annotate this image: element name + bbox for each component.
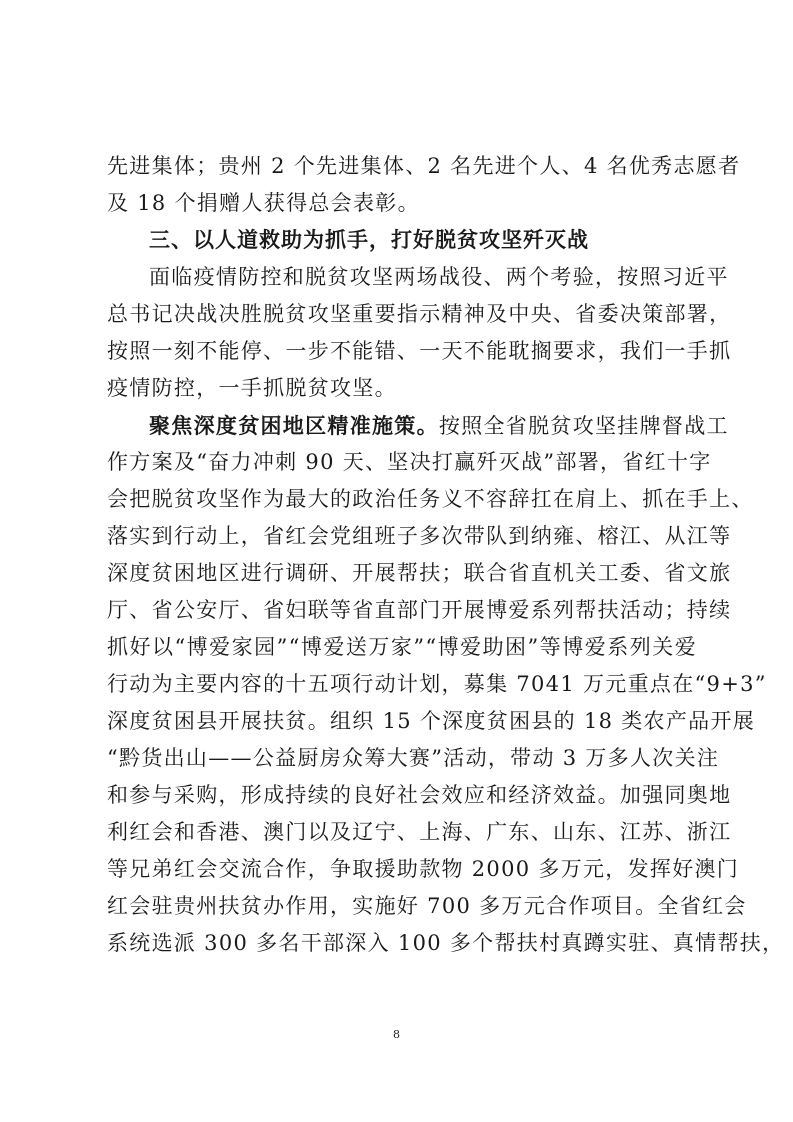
text-line: 等兄弟红会交流合作，争取援助款物 2000 多万元，发挥好澳门	[107, 857, 740, 881]
text-line: 行动为主要内容的十五项行动计划，募集 7041 万元重点在“9+3”	[107, 672, 767, 696]
section-heading: 三、以人道救助为抓手，打好脱贫攻坚歼灭战	[149, 228, 589, 252]
text-line: 深度贫困地区进行调研、开展帮扶；联合省直机关工委、省文旅	[107, 561, 732, 585]
text-line: 面临疫情防控和脱贫攻坚两场战役、两个考验，按照习近平	[149, 265, 729, 289]
text-line: 作方案及“奋力冲刺 90 天、坚决打赢歼灭战”部署，省红十字	[107, 450, 712, 474]
paragraph-intro	[107, 259, 732, 407]
text-line: 及 18 个捐赠人获得总会表彰。	[107, 191, 420, 215]
text-line: 总书记决战决胜脱贫攻坚重要指示精神及中央、省委决策部署，	[107, 302, 732, 326]
paragraph-awards	[107, 148, 741, 222]
text-line: 疫情防控，一手抓脱贫攻坚。	[107, 376, 397, 400]
text-line	[107, 407, 729, 444]
text-line: 先进集体；贵州 2 个先进集体、2 名先进个人、4 名优秀志愿者	[107, 154, 741, 178]
text-line: 厅、省公安厅、省妇联等省直部门开展博爱系列帮扶活动；持续	[107, 598, 732, 622]
text-line: “黔货出山——公益厨房众筹大赛”活动，带动 3 万多人次关注	[107, 746, 720, 770]
text-line: 红会驻贵州扶贫办作用，实施好 700 多万元合作项目。全省红会	[107, 894, 747, 918]
text-line: 系统选派 300 多名干部深入 100 多个帮扶村真蹲实驻、真情帮扶，	[107, 931, 785, 955]
text-line: 和参与采购，形成持续的良好社会效应和经济效益。加强同奥地	[107, 783, 732, 807]
text-line: 抓好以“博爱家园”“博爱送万家”“博爱助困”等博爱系列关爱	[107, 635, 697, 659]
body-text	[107, 148, 785, 962]
text-line: 会把脱贫攻坚作为最大的政治任务义不容辞扛在肩上、抓在手上、	[107, 487, 754, 511]
text-line: 深度贫困县开展扶贫。组织 15 个深度贫困县的 18 类农产品开展	[107, 709, 756, 733]
text-run: 按照全省脱贫攻坚挂牌督战工	[438, 414, 729, 438]
text-line: 按照一刻不能停、一步不能错、一天不能耽搁要求，我们一手抓	[107, 339, 732, 363]
text-line: 落实到行动上，省红会党组班子多次带队到纳雍、榕江、从江等	[107, 524, 732, 548]
paragraph-poverty-focus	[107, 407, 785, 962]
text-line: 利红会和香港、澳门以及辽宁、上海、广东、山东、江苏、浙江	[107, 820, 732, 844]
paragraph-lead: 聚焦深度贫困地区精准施策。	[149, 413, 439, 438]
page-number: 8	[393, 1028, 400, 1041]
